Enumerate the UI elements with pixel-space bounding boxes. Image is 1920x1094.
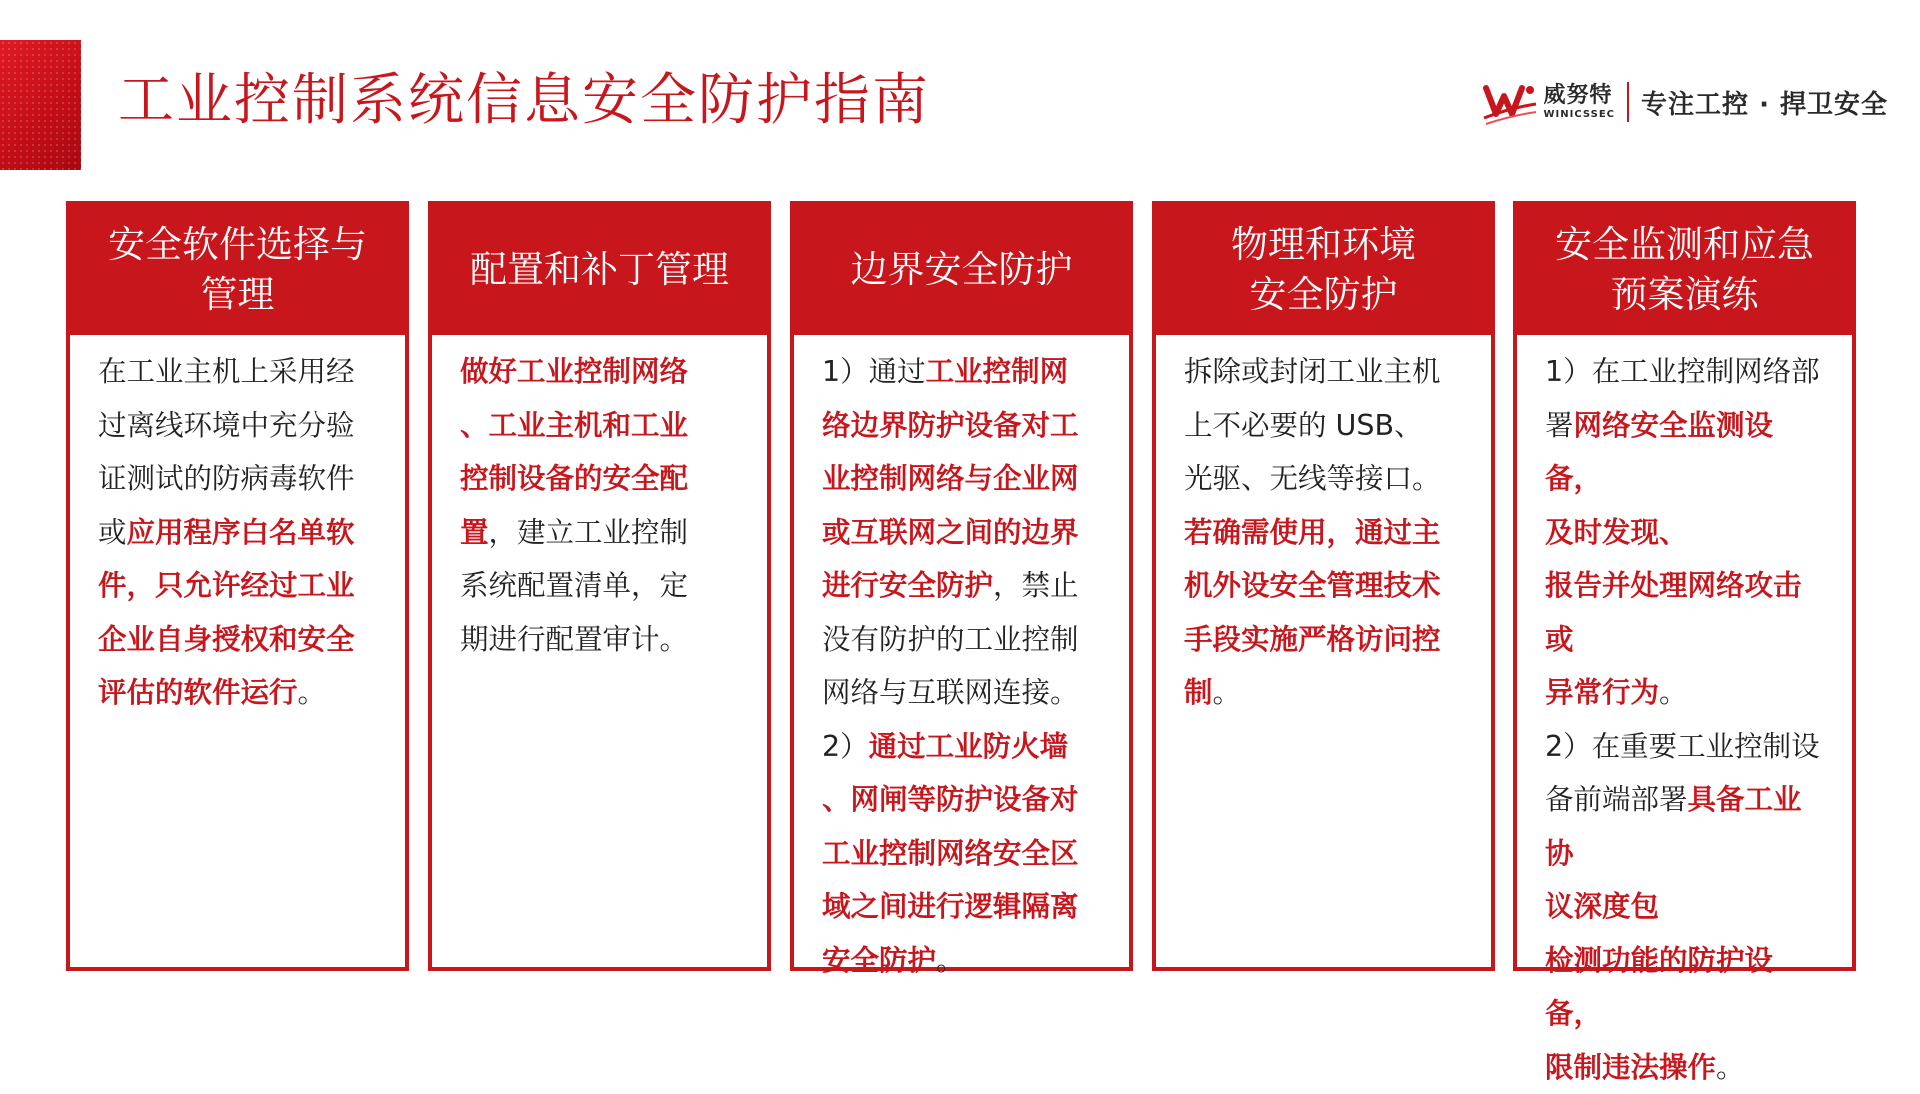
brand-divider: [1627, 82, 1629, 122]
card-header: 物理和环境 安全防护: [1156, 205, 1491, 335]
card-body: [432, 335, 767, 666]
card-text-highlight: 若确需使用，通过主 机外设安全管理技术 手段实施严格访问控 制: [1184, 515, 1441, 709]
card-body: [1156, 335, 1491, 720]
card-text: 1）在工业控制网络部 署: [1545, 355, 1820, 442]
page-title: 工业控制系统信息安全防护指南: [118, 68, 930, 133]
brand-name-en: WINICSSEC: [1543, 108, 1616, 120]
card-text-highlight: 具备工业协 议深度包 检测功能的防护设备， 限制违法操作: [1545, 783, 1802, 1084]
card-security-software: [66, 201, 409, 971]
card-text: 。: [936, 943, 965, 977]
card-text: ，禁止 没有防护的工业控制 网络与互联网连接。 2）: [822, 569, 1079, 763]
winicssec-logo-icon: [1482, 78, 1538, 126]
card-boundary-protection: [790, 201, 1133, 977]
card-body: [70, 335, 405, 720]
brand-name-cn: 威努特: [1543, 83, 1613, 109]
card-text: 拆除或封闭工业主机 上不必要的 USB、 光驱、无线等接口。: [1184, 355, 1441, 495]
brand-name: [1544, 84, 1616, 119]
card-body: [1517, 335, 1852, 1094]
card-text-highlight: 工业控制网 络边界防护设备对工 业控制网络与企业网 或互联网之间的边界 进行安全防护: [822, 355, 1079, 602]
card-text: 1）通过: [822, 355, 926, 388]
brand-header: [1482, 72, 1888, 132]
card-text: 。: [1212, 676, 1242, 709]
card-header: 边界安全防护: [794, 205, 1129, 335]
card-header: 安全监测和应急 预案演练: [1517, 205, 1852, 335]
card-config-patch: [428, 201, 771, 971]
card-text: ，建立工业控制 系统配置清单，定 期进行配置审计。: [460, 515, 689, 656]
card-monitoring-emergency: [1513, 201, 1856, 1084]
card-header: 配置和补丁管理: [432, 205, 767, 335]
card-text-highlight: 网络安全监测设备， 及时发现、 报告并处理网络攻击或 异常行为: [1545, 408, 1802, 709]
card-text: 在工业主机上采用经 过离线环境中充分验 证测试的防病毒软件 或: [98, 355, 355, 549]
card-text-highlight: 做好工业控制网络 、工业主机和工业 控制设备的安全配 置: [460, 355, 689, 549]
card-header: 安全软件选择与 管理: [70, 205, 405, 335]
card-text: 。: [297, 676, 327, 709]
card-text-highlight: 通过工业防火墙 、网闸等防护设备对 工业控制网络安全区 域之间进行逻辑隔离 安全防护: [822, 729, 1079, 977]
guideline-cards: [66, 201, 1856, 1084]
brand-slogan: 专注工控 · 捍卫安全: [1641, 89, 1888, 120]
card-text: 。 2）在重要工业控制设 备前端部署: [1545, 676, 1820, 816]
card-physical-environment: [1152, 201, 1495, 971]
corner-accent-block: [0, 40, 81, 170]
card-body: [794, 335, 1129, 987]
card-text-highlight: 应用程序白名单软 件，只允许经过工业 企业自身授权和安全 评估的软件运行: [98, 515, 355, 709]
card-text: 。: [1716, 1050, 1745, 1084]
